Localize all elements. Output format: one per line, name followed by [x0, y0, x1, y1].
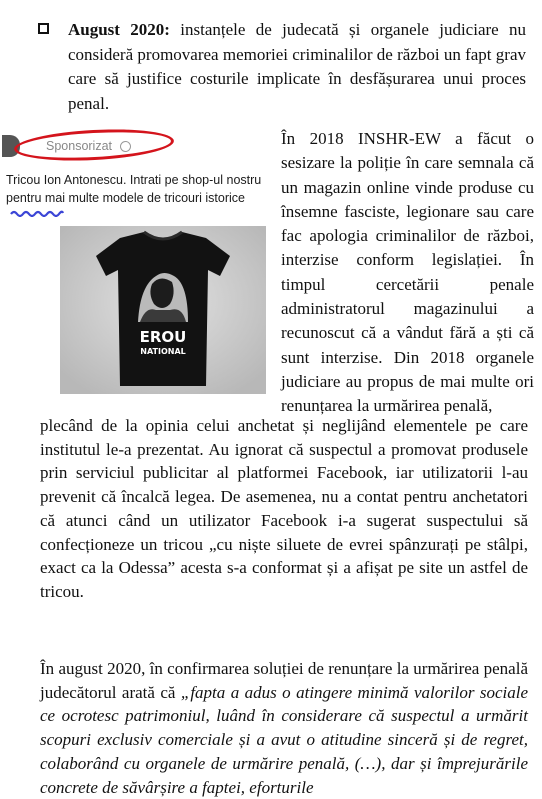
tshirt-icon	[60, 226, 266, 394]
paragraph-judge-intro: În august 2020, în confirmarea soluției de renunțare la urmărirea penală judecătorul arată că	[40, 659, 528, 702]
ad-header	[0, 127, 268, 163]
bullet-paragraph	[38, 18, 526, 116]
sponsored-label: Sponsorizat	[46, 139, 113, 153]
redaction-scribble	[10, 209, 64, 217]
shirt-text-line2: NATIONAL	[140, 347, 186, 356]
bullet-text	[68, 18, 526, 116]
tshirt-photo	[60, 226, 266, 394]
facebook-ad-image	[0, 127, 268, 397]
red-highlight-oval	[13, 127, 174, 164]
checkbox-bullet-icon	[38, 23, 49, 34]
ad-caption: Tricou Ion Antonescu. Intrati pe shop-ul nostru pentru mai multe modele de tricouri istorice	[6, 173, 262, 205]
shirt-text-line1: EROU	[139, 328, 187, 346]
right-column-paragraph: În 2018 INSHR-EW a făcut o sesizare la poliție în care semnala că un magazin online vinde produse cu însemne fasciste, legionare sau care fac apologia criminalilor de război, interzise conform legislației. În timpul cercetării penale administratorul magazinului a recunoscut că a vândut fără a ști că sunt interzise. Din 2018 organele judiciare au propus de mai multe ori renunțarea la urmărirea penală,	[281, 129, 534, 416]
paragraph-continuation: plecând de la opinia celui anchetat și neglijând elementele pe care institutul le-a prezentat. Au ignorat că suspectul a promovat produsele prin serviciul publicitar al platformei Facebook, iar utilizatorii l-au prevenit că încalcă legea. De asemenea, nu a contat pentru anchetatori că atunci când un utilizator Facebook i-a sugerat suspectului să confecționeze un tricou „cu niște siluete de evrei spânzurați pe stâlpi, exact ca la Odessa” acesta s-a conformat și a afișat pe site un astfel de tricou.	[40, 416, 528, 601]
bullet-lead: August 2020:	[68, 20, 170, 39]
right-column-text	[281, 127, 534, 419]
judge-quote: „fapta a adus o atingere minimă valorilor sociale ce ocrotesc patrimoniul, luând în considerare că suspectul a urmărit scopuri exclusiv comerciale și a avut o atitudine sinceră și de regret, colaborând cu organele de urmărire penală, (…), dar și împrejurările concrete de săvârșire a faptei, eforturile	[40, 682, 529, 797]
bullet-body: instanțele de judecată și organele judiciare nu consideră promovarea memoriei criminalilor de război un fapt grav care să justifice costurile implicate în desfășurarea unui proces penal.	[68, 20, 527, 113]
paragraph-judge	[40, 657, 528, 799]
